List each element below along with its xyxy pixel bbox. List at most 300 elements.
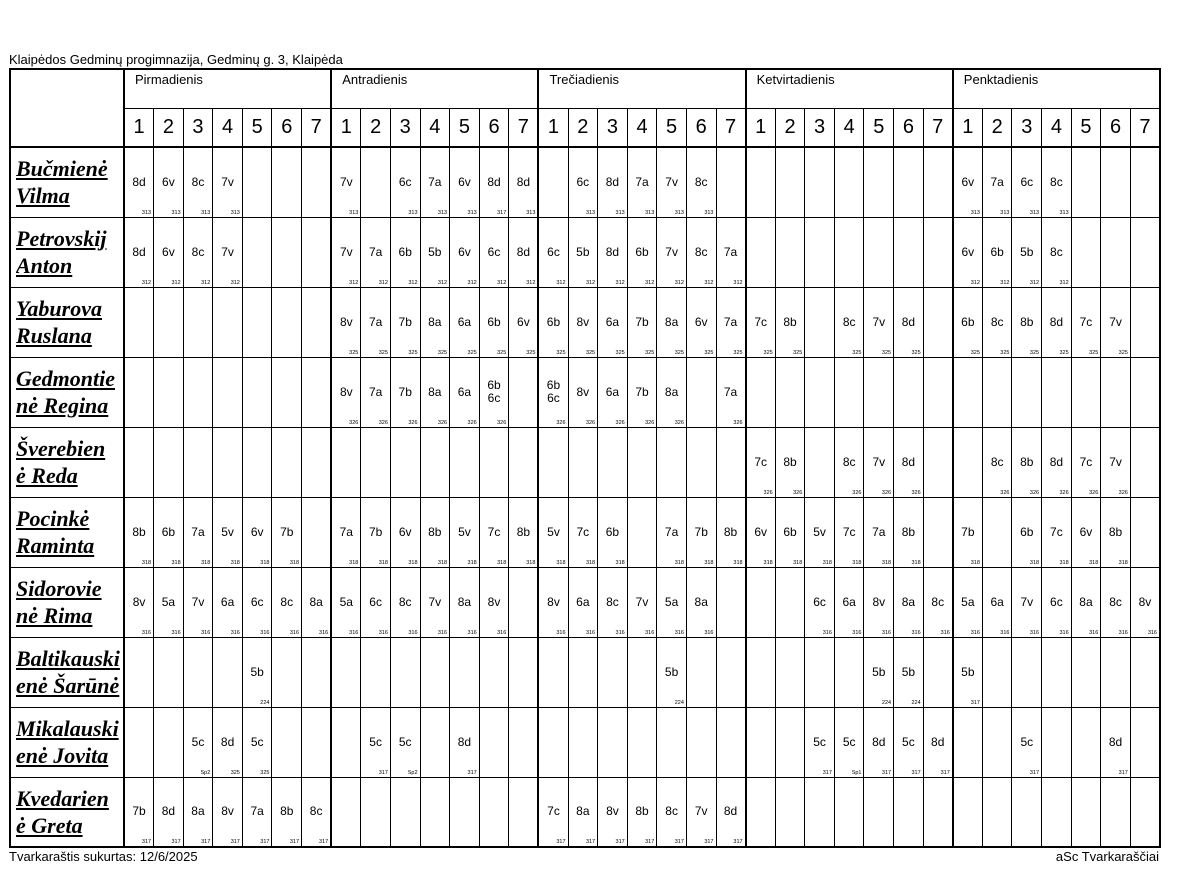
room-number: 316 bbox=[822, 629, 832, 636]
room-number: 313 bbox=[230, 209, 240, 216]
lesson-cell bbox=[686, 777, 716, 847]
class-label: 7v bbox=[872, 314, 886, 329]
lesson-cell bbox=[450, 357, 480, 427]
class-label: 8c bbox=[191, 174, 205, 189]
room-number: 316 bbox=[615, 629, 625, 636]
lesson-cell bbox=[627, 427, 657, 497]
lesson-cell bbox=[982, 357, 1012, 427]
class-label: 8b bbox=[783, 314, 797, 329]
lesson-cell bbox=[1130, 777, 1160, 847]
lesson-cell bbox=[124, 707, 154, 777]
lesson-cell bbox=[1101, 217, 1131, 287]
lesson-cell bbox=[272, 147, 302, 217]
lesson-cell bbox=[716, 707, 746, 777]
lesson-cell bbox=[242, 777, 272, 847]
room-number: 316 bbox=[230, 629, 240, 636]
class-label: 8d bbox=[220, 734, 235, 749]
lesson-cell bbox=[953, 777, 983, 847]
lesson-cell bbox=[331, 217, 361, 287]
day-header: Antradienis bbox=[331, 69, 538, 108]
room-number: 317 bbox=[230, 839, 240, 845]
lesson-cell bbox=[302, 357, 332, 427]
lesson-cell bbox=[834, 147, 864, 217]
lesson-cell bbox=[953, 707, 983, 777]
lesson-cell bbox=[183, 147, 213, 217]
lesson-cell bbox=[598, 357, 628, 427]
room-number: 224 bbox=[260, 699, 270, 706]
room-number: 312 bbox=[733, 279, 743, 286]
lesson-cell bbox=[213, 147, 243, 217]
lesson-cell bbox=[183, 357, 213, 427]
class-label: 7v bbox=[694, 804, 708, 819]
class-label: 7v bbox=[191, 594, 205, 609]
class-label: 7b bbox=[635, 384, 649, 399]
lesson-cell bbox=[953, 147, 983, 217]
class-label: 6c bbox=[369, 594, 382, 609]
room-number: 313 bbox=[141, 209, 152, 216]
class-label: 8v bbox=[606, 804, 619, 819]
lesson-cell bbox=[242, 287, 272, 357]
lesson-cell bbox=[864, 637, 894, 707]
class-label: 7v bbox=[339, 244, 353, 259]
class-label: 7v bbox=[665, 244, 678, 259]
room-number: 326 bbox=[1089, 489, 1099, 496]
room-number: 325 bbox=[1059, 349, 1069, 356]
lesson-cell bbox=[627, 217, 657, 287]
period-number: 2 bbox=[568, 108, 598, 147]
period-number: 5 bbox=[450, 108, 480, 147]
lesson-cell bbox=[716, 567, 746, 637]
class-label: 8a bbox=[694, 594, 708, 609]
lesson-cell bbox=[390, 707, 420, 777]
class-label: 5b bbox=[901, 664, 916, 679]
lesson-cell bbox=[154, 567, 184, 637]
lesson-cell bbox=[746, 707, 776, 777]
class-label: 8d bbox=[901, 314, 916, 329]
class-label: 8d bbox=[516, 244, 531, 259]
lesson-cell bbox=[1101, 777, 1131, 847]
room-number: 316 bbox=[497, 629, 507, 636]
class-label: 6a bbox=[457, 314, 472, 329]
lesson-cell bbox=[390, 287, 420, 357]
teacher-name-line: nė Regina bbox=[16, 393, 109, 418]
room-number: 325 bbox=[733, 349, 743, 356]
room-number: 312 bbox=[497, 279, 507, 286]
teacher-name-line: Petrovskij bbox=[16, 226, 107, 251]
lesson-cell bbox=[509, 707, 539, 777]
room-number: 312 bbox=[201, 279, 211, 286]
lesson-cell bbox=[1071, 217, 1101, 287]
class-label: 8d bbox=[1049, 454, 1064, 469]
room-number: 318 bbox=[467, 559, 477, 566]
lesson-cell bbox=[568, 147, 598, 217]
lesson-cell bbox=[568, 427, 598, 497]
room-number: 318 bbox=[822, 559, 832, 566]
lesson-cell bbox=[420, 497, 450, 567]
class-label: 8c bbox=[309, 804, 323, 819]
lesson-cell bbox=[598, 567, 628, 637]
room-number: 312 bbox=[1029, 279, 1040, 286]
room-number: 317 bbox=[289, 839, 300, 845]
teacher-name-line: Pocinkė bbox=[16, 506, 90, 531]
lesson-cell bbox=[864, 777, 894, 847]
lesson-cell bbox=[420, 147, 450, 217]
class-label: 7v bbox=[221, 174, 234, 189]
class-label: 8d bbox=[901, 454, 916, 469]
lesson-cell bbox=[242, 147, 272, 217]
class-label: 6c bbox=[250, 594, 264, 609]
room-number: 318 bbox=[1059, 559, 1069, 566]
teacher-name-line: enė Jovita bbox=[16, 743, 109, 768]
class-label: 8a bbox=[309, 594, 323, 609]
lesson-cell bbox=[894, 427, 924, 497]
room-number: 316 bbox=[201, 629, 211, 636]
room-number: 317 bbox=[201, 839, 211, 845]
class-label: 5b bbox=[250, 664, 264, 679]
period-number: 5 bbox=[657, 108, 687, 147]
lesson-cell bbox=[775, 497, 805, 567]
room-number: 326 bbox=[763, 489, 773, 496]
class-label: 7a bbox=[339, 524, 353, 539]
lesson-cell bbox=[154, 777, 184, 847]
period-number: 2 bbox=[982, 108, 1012, 147]
lesson-cell bbox=[124, 147, 154, 217]
lesson-cell bbox=[746, 567, 776, 637]
class-label: 5a bbox=[339, 594, 353, 609]
class-label: 6c bbox=[813, 594, 826, 609]
lesson-cell bbox=[598, 287, 628, 357]
lesson-cell bbox=[568, 567, 598, 637]
room-number: 325 bbox=[230, 769, 240, 776]
lesson-cell bbox=[302, 567, 332, 637]
lesson-cell bbox=[568, 287, 598, 357]
teacher-name bbox=[10, 497, 124, 567]
class-label: 6b bbox=[635, 244, 649, 259]
lesson-cell bbox=[1042, 567, 1072, 637]
room-number: Sp1 bbox=[851, 769, 862, 776]
lesson-cell bbox=[657, 707, 687, 777]
lesson-cell bbox=[331, 147, 361, 217]
class-label: 6a bbox=[576, 594, 590, 609]
lesson-cell bbox=[1071, 497, 1101, 567]
room-number: 325 bbox=[763, 349, 773, 356]
lesson-cell bbox=[953, 567, 983, 637]
class-label: 8c bbox=[1109, 594, 1122, 609]
room-number: 318 bbox=[497, 559, 507, 566]
class-label: 6b 6c bbox=[487, 378, 501, 405]
room-number: 312 bbox=[230, 279, 240, 286]
room-number: 326 bbox=[645, 419, 655, 426]
lesson-cell bbox=[953, 637, 983, 707]
teacher-row bbox=[10, 707, 1160, 777]
class-label: 8b bbox=[1020, 454, 1034, 469]
lesson-cell bbox=[864, 707, 894, 777]
period-number: 6 bbox=[894, 108, 924, 147]
room-number: 325 bbox=[526, 349, 536, 356]
teacher-name-line: Šverebien bbox=[16, 436, 106, 461]
lesson-cell bbox=[1071, 567, 1101, 637]
lesson-cell bbox=[1012, 287, 1042, 357]
lesson-cell bbox=[598, 497, 628, 567]
lesson-cell bbox=[1071, 357, 1101, 427]
lesson-cell bbox=[982, 707, 1012, 777]
lesson-cell bbox=[716, 357, 746, 427]
room-number: 312 bbox=[556, 279, 566, 286]
day-header: Pirmadienis bbox=[124, 69, 331, 108]
room-number: 317 bbox=[1118, 769, 1128, 776]
lesson-cell bbox=[124, 567, 154, 637]
room-number: 316 bbox=[645, 629, 655, 636]
period-number: 4 bbox=[1042, 108, 1072, 147]
lesson-cell bbox=[1042, 287, 1072, 357]
lesson-cell bbox=[775, 427, 805, 497]
lesson-cell bbox=[509, 147, 539, 217]
class-label: 8b bbox=[783, 454, 797, 469]
lesson-cell bbox=[213, 427, 243, 497]
lesson-cell bbox=[982, 287, 1012, 357]
lesson-cell bbox=[213, 637, 243, 707]
class-label: 7b bbox=[132, 804, 146, 819]
lesson-cell bbox=[805, 287, 835, 357]
teacher-row bbox=[10, 777, 1160, 847]
room-number: 316 bbox=[556, 629, 566, 636]
teacher-name bbox=[10, 427, 124, 497]
room-number: 312 bbox=[1000, 279, 1010, 286]
class-label: 5c bbox=[398, 734, 412, 749]
room-number: 326 bbox=[615, 419, 625, 426]
lesson-cell bbox=[154, 427, 184, 497]
class-label: 8v bbox=[576, 314, 590, 329]
lesson-cell bbox=[1012, 567, 1042, 637]
class-label: 5b bbox=[428, 244, 442, 259]
lesson-cell bbox=[154, 217, 184, 287]
room-number: 317 bbox=[733, 839, 743, 845]
room-number: 312 bbox=[408, 279, 418, 286]
class-label: 5b bbox=[961, 664, 975, 679]
lesson-cell bbox=[1042, 217, 1072, 287]
lesson-cell bbox=[686, 427, 716, 497]
lesson-cell bbox=[598, 777, 628, 847]
class-label: 8d bbox=[605, 174, 620, 189]
room-number: 326 bbox=[556, 419, 566, 426]
class-label: 6v bbox=[754, 524, 767, 539]
class-label: 8v bbox=[1138, 594, 1152, 609]
class-label: 7c bbox=[547, 804, 560, 819]
lesson-cell bbox=[479, 217, 509, 287]
teacher-name-line: Vilma bbox=[16, 183, 70, 209]
lesson-cell bbox=[124, 497, 154, 567]
class-label: 7a bbox=[250, 804, 264, 819]
class-label: 8v bbox=[872, 594, 886, 609]
room-number: 316 bbox=[408, 629, 418, 636]
class-label: 5c bbox=[1020, 734, 1034, 749]
lesson-cell bbox=[953, 427, 983, 497]
lesson-cell bbox=[805, 497, 835, 567]
lesson-cell bbox=[509, 497, 539, 567]
class-label: 8a bbox=[457, 594, 472, 609]
lesson-cell bbox=[627, 147, 657, 217]
room-number: 326 bbox=[585, 419, 596, 426]
room-number: 316 bbox=[1089, 629, 1099, 636]
room-number: 316 bbox=[349, 629, 359, 636]
lesson-cell bbox=[716, 147, 746, 217]
lesson-cell bbox=[509, 427, 539, 497]
class-label: 8b bbox=[901, 524, 916, 539]
lesson-cell bbox=[242, 707, 272, 777]
class-label: 8v bbox=[547, 594, 560, 609]
teacher-name bbox=[10, 217, 124, 287]
class-label: 8c bbox=[990, 454, 1004, 469]
room-number: 313 bbox=[349, 209, 359, 216]
class-label: 8c bbox=[694, 244, 708, 259]
lesson-cell bbox=[302, 777, 332, 847]
room-number: 313 bbox=[704, 209, 714, 216]
room-number: 317 bbox=[585, 839, 596, 845]
class-label: 8v bbox=[487, 594, 501, 609]
lesson-cell bbox=[272, 777, 302, 847]
class-label: 8d bbox=[132, 244, 146, 259]
class-label: 7b bbox=[694, 524, 708, 539]
lesson-cell bbox=[124, 777, 154, 847]
period-number: 2 bbox=[775, 108, 805, 147]
class-label: 8b bbox=[723, 524, 738, 539]
lesson-cell bbox=[982, 497, 1012, 567]
lesson-cell bbox=[538, 287, 568, 357]
lesson-cell bbox=[746, 357, 776, 427]
period-number: 2 bbox=[361, 108, 391, 147]
lesson-cell bbox=[183, 637, 213, 707]
class-label: 6v bbox=[1079, 524, 1093, 539]
period-number: 2 bbox=[154, 108, 184, 147]
lesson-cell bbox=[657, 777, 687, 847]
lesson-cell bbox=[686, 357, 716, 427]
room-number: 317 bbox=[467, 769, 477, 776]
room-number: 312 bbox=[378, 279, 388, 286]
lesson-cell bbox=[361, 147, 391, 217]
period-number: 5 bbox=[242, 108, 272, 147]
lesson-cell bbox=[1130, 707, 1160, 777]
lesson-cell bbox=[953, 357, 983, 427]
class-label: 6a bbox=[842, 594, 856, 609]
lesson-cell bbox=[420, 777, 450, 847]
room-number: 318 bbox=[1029, 559, 1040, 566]
class-label: 8a bbox=[664, 384, 679, 399]
lesson-cell bbox=[746, 287, 776, 357]
lesson-cell bbox=[331, 637, 361, 707]
lesson-cell bbox=[124, 357, 154, 427]
lesson-cell bbox=[805, 707, 835, 777]
teacher-row bbox=[10, 427, 1160, 497]
lesson-cell bbox=[1130, 357, 1160, 427]
room-number: 326 bbox=[674, 419, 684, 426]
period-number: 7 bbox=[923, 108, 953, 147]
lesson-cell bbox=[361, 707, 391, 777]
lesson-cell bbox=[716, 427, 746, 497]
lesson-cell bbox=[479, 287, 509, 357]
class-label: 6c bbox=[1050, 594, 1063, 609]
lesson-cell bbox=[805, 777, 835, 847]
room-number: 316 bbox=[911, 629, 921, 636]
class-label: 6b 6c bbox=[546, 378, 561, 405]
lesson-cell bbox=[982, 147, 1012, 217]
class-label: 6a bbox=[605, 314, 620, 329]
lesson-cell bbox=[923, 707, 953, 777]
lesson-cell bbox=[331, 497, 361, 567]
lesson-cell bbox=[1012, 637, 1042, 707]
class-label: 8a bbox=[428, 384, 442, 399]
room-number: 312 bbox=[349, 279, 359, 286]
lesson-cell bbox=[686, 707, 716, 777]
lesson-cell bbox=[834, 217, 864, 287]
lesson-cell bbox=[923, 497, 953, 567]
lesson-cell bbox=[390, 147, 420, 217]
room-number: 313 bbox=[408, 209, 418, 216]
lesson-cell bbox=[953, 287, 983, 357]
teacher-name-line: Gedmontie bbox=[16, 366, 115, 391]
lesson-cell bbox=[331, 707, 361, 777]
period-number: 1 bbox=[124, 108, 154, 147]
lesson-cell bbox=[420, 217, 450, 287]
lesson-cell bbox=[746, 497, 776, 567]
room-number: 317 bbox=[141, 839, 152, 845]
lesson-cell bbox=[124, 427, 154, 497]
class-label: 8c bbox=[931, 594, 945, 609]
class-label: 8b bbox=[132, 524, 146, 539]
teacher-name-line: ė Reda bbox=[16, 463, 78, 488]
class-label: 6v bbox=[694, 314, 708, 329]
room-number: 316 bbox=[970, 629, 980, 636]
class-label: 6c bbox=[576, 174, 590, 189]
room-number: 326 bbox=[1000, 489, 1010, 496]
lesson-cell bbox=[242, 427, 272, 497]
lesson-cell bbox=[923, 287, 953, 357]
lesson-cell bbox=[1101, 287, 1131, 357]
lesson-cell bbox=[538, 497, 568, 567]
room-number: 317 bbox=[615, 839, 625, 845]
class-label: 6b bbox=[990, 244, 1004, 259]
lesson-cell bbox=[894, 497, 924, 567]
lesson-cell bbox=[982, 217, 1012, 287]
lesson-cell bbox=[657, 287, 687, 357]
class-label: 7a bbox=[723, 314, 738, 329]
class-label: 7b bbox=[635, 314, 649, 329]
lesson-cell bbox=[686, 497, 716, 567]
room-number: 325 bbox=[645, 349, 655, 356]
period-number: 4 bbox=[627, 108, 657, 147]
lesson-cell bbox=[1012, 217, 1042, 287]
room-number: 317 bbox=[319, 839, 329, 845]
class-label: 7b bbox=[398, 384, 412, 399]
class-label: 8c bbox=[1050, 244, 1063, 259]
class-label: 8v bbox=[576, 384, 590, 399]
room-number: 325 bbox=[1089, 349, 1099, 356]
class-label: 8c bbox=[398, 594, 412, 609]
room-number: 325 bbox=[852, 349, 862, 356]
lesson-cell bbox=[598, 427, 628, 497]
room-number: 312 bbox=[467, 279, 477, 286]
teacher-row bbox=[10, 637, 1160, 707]
room-number: 318 bbox=[289, 559, 300, 566]
class-label: 6b bbox=[546, 314, 561, 329]
room-number: 325 bbox=[437, 349, 448, 356]
lesson-cell bbox=[509, 777, 539, 847]
lesson-cell bbox=[509, 637, 539, 707]
lesson-cell bbox=[834, 637, 864, 707]
class-label: 5b bbox=[1020, 244, 1034, 259]
class-label: 8c bbox=[694, 174, 708, 189]
room-number: 316 bbox=[260, 629, 270, 636]
lesson-cell bbox=[1042, 707, 1072, 777]
